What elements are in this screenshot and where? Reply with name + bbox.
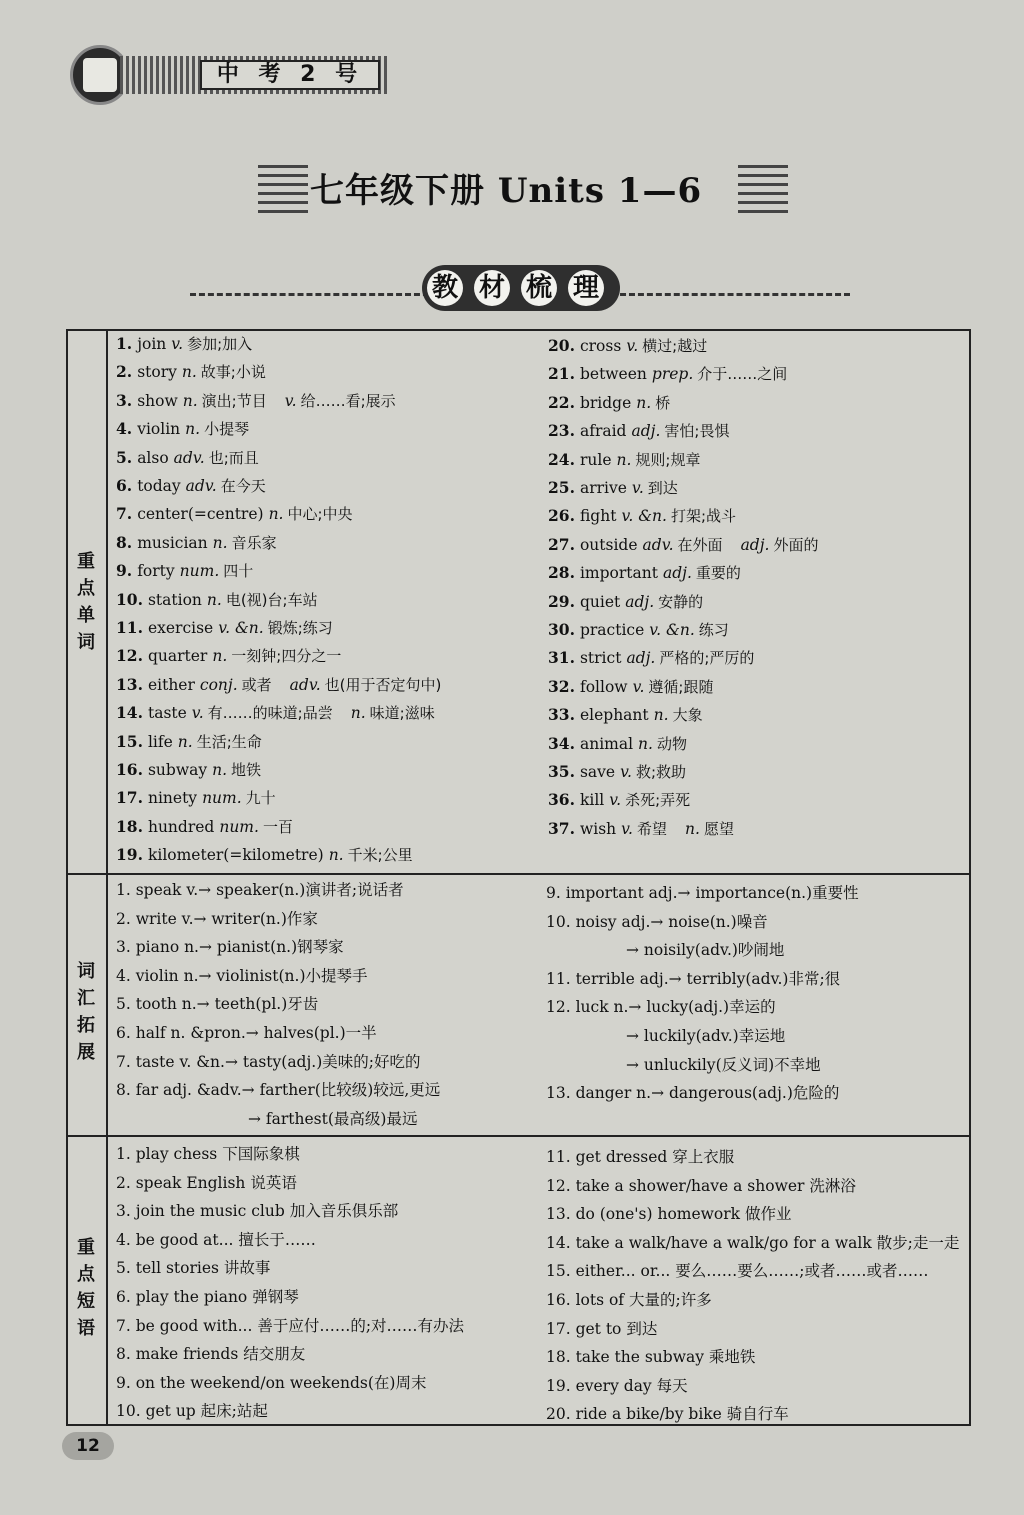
list-item — [116, 1140, 300, 1168]
list-item — [116, 905, 318, 933]
item-meaning: 练习 — [698, 621, 729, 639]
item-number: 6. — [116, 476, 133, 495]
item-meaning: 救;救助 — [635, 763, 687, 781]
item-word: animal — [579, 734, 634, 753]
list-item — [116, 415, 249, 443]
item-pos: n. — [268, 505, 284, 524]
item-meaning: 介于……之间 — [697, 365, 788, 384]
item-text: 20. ride a bike/by bike 骑自行车 — [546, 1405, 789, 1424]
item-pos: v. — [609, 791, 622, 810]
item-pos: v. &n. — [649, 621, 695, 639]
item-number: 12. — [116, 646, 143, 666]
item-meaning: 有……的味道;品尝 — [207, 704, 333, 723]
list-item — [116, 756, 261, 784]
item-text: 5. tell stories 讲故事 — [116, 1259, 271, 1278]
item-text: 7. be good with... 善于应付……的;对……有办法 — [116, 1316, 465, 1335]
item-meaning: 中心;中央 — [287, 505, 353, 524]
item-meaning: 到达 — [647, 479, 678, 497]
item-meaning: 小提琴 — [204, 420, 250, 439]
list-item — [116, 728, 262, 756]
item-pos: v. — [284, 391, 297, 410]
item-text: 2. write v.→ writer(n.)作家 — [116, 909, 318, 928]
list-item — [548, 588, 703, 616]
item-text: → noisily(adv.)吵闹地 — [626, 941, 785, 960]
item-word: cross — [579, 337, 622, 355]
item-text: 3. join the music club 加入音乐俱乐部 — [116, 1202, 399, 1221]
item-pos: v. — [621, 819, 633, 838]
list-item — [546, 965, 840, 993]
item-pos: n. — [616, 450, 632, 469]
item-word: today — [137, 477, 181, 495]
item-number: 14. — [116, 703, 143, 723]
list-item — [548, 389, 670, 417]
item-pos: n. — [212, 761, 228, 779]
item-pos: v. — [620, 763, 632, 781]
item-number: 5. — [116, 447, 133, 467]
item-word: strict — [579, 649, 622, 668]
item-meaning: 遵循;跟随 — [648, 677, 714, 696]
item-number: 26. — [548, 506, 575, 526]
item-meaning: 九十 — [245, 789, 276, 808]
item-text: 4. be good at... 擅长于…… — [116, 1230, 316, 1249]
item-meaning: 桥 — [655, 393, 671, 412]
item-word: station — [147, 590, 202, 609]
item-pos: num. — [202, 789, 242, 808]
item-number: 2. — [116, 362, 133, 382]
list-item — [548, 559, 741, 587]
item-pos: v. &n. — [218, 619, 264, 637]
item-meaning: 参加;加入 — [187, 335, 253, 353]
subtitle-char: 材 — [474, 270, 510, 306]
item-number: 28. — [548, 563, 575, 583]
item-number: 27. — [548, 534, 575, 554]
item-text: 12. luck n.→ lucky(adj.)幸运的 — [546, 998, 776, 1017]
list-item — [548, 502, 736, 530]
item-meaning: 严格的;严厉的 — [659, 649, 755, 668]
list-item — [546, 1079, 839, 1107]
item-pos: v. &n. — [621, 507, 667, 526]
item-pos: adv. — [642, 535, 674, 554]
item-text: 9. on the weekend/on weekends(在)周末 — [116, 1373, 427, 1392]
item-text: 2. speak English 说英语 — [116, 1173, 297, 1192]
item-text: 19. every day 每天 — [546, 1376, 688, 1395]
list-item — [548, 758, 686, 786]
item-pos: adv. — [173, 448, 205, 467]
item-number: 7. — [116, 504, 133, 524]
item-pos: v. — [631, 479, 644, 497]
item-meaning: 杀死;弄死 — [625, 791, 691, 810]
list-item — [548, 446, 700, 474]
list-item — [548, 786, 690, 814]
list-item — [116, 472, 266, 500]
item-number: 10. — [116, 589, 143, 609]
item-pos: adv. — [185, 477, 217, 495]
list-item — [116, 444, 259, 472]
list-item — [626, 1051, 821, 1079]
item-pos: n. — [638, 734, 653, 753]
item-meaning: 规则;规章 — [635, 450, 701, 469]
item-word: show — [137, 391, 178, 410]
item-word: afraid — [579, 422, 627, 441]
item-meaning: 生活;生命 — [196, 732, 262, 751]
item-meaning: 在今天 — [220, 477, 266, 495]
item-number: 23. — [548, 421, 575, 441]
list-item — [116, 1048, 420, 1076]
item-pos: n. — [653, 706, 669, 725]
item-word: center(=centre) — [137, 505, 264, 524]
list-item — [116, 557, 253, 585]
list-item — [116, 813, 293, 841]
item-text: 15. either... or... 要么……要么……;或者……或者…… — [546, 1262, 929, 1281]
item-number: 17. — [116, 788, 143, 808]
item-word: exercise — [147, 619, 214, 637]
item-meaning: 也(用于否定句中) — [324, 675, 442, 694]
item-text: 6. half n. &pron.→ halves(pl.)一半 — [116, 1024, 377, 1042]
item-number: 4. — [116, 419, 133, 439]
item-number: 34. — [548, 733, 575, 753]
item-number: 25. — [548, 478, 575, 497]
list-item — [116, 387, 396, 415]
list-item — [116, 1076, 440, 1104]
item-number: 36. — [548, 790, 575, 810]
item-meaning: 锻炼;练习 — [267, 619, 333, 637]
item-word: outside — [579, 535, 638, 554]
subtitle-char: 理 — [568, 270, 604, 306]
item-meaning: 打架;战斗 — [670, 507, 736, 526]
list-item — [546, 1200, 792, 1228]
list-item — [548, 474, 678, 502]
item-pos: num. — [179, 562, 220, 581]
series-label: 中 考 2 号 — [200, 60, 380, 90]
item-number: 11. — [116, 618, 143, 637]
item-meaning: 愿望 — [703, 819, 734, 838]
item-pos: v. — [171, 335, 184, 353]
list-item — [116, 784, 276, 812]
list-item — [116, 358, 266, 386]
list-item — [116, 1226, 316, 1254]
item-number: 29. — [548, 591, 575, 611]
item-text: → luckily(adv.)幸运地 — [626, 1027, 786, 1045]
list-item — [626, 1022, 785, 1050]
item-text: 12. take a shower/have a shower 洗淋浴 — [546, 1176, 856, 1195]
item-text: 10. noisy adj.→ noise(n.)噪音 — [546, 912, 768, 931]
item-word: arrive — [579, 479, 627, 497]
item-word: also — [137, 448, 169, 467]
item-meaning: 重要的 — [695, 564, 741, 583]
item-number: 30. — [548, 620, 575, 639]
item-word: wish — [579, 819, 617, 838]
item-number: 1. — [116, 334, 133, 353]
list-item — [626, 936, 784, 964]
item-number: 19. — [116, 845, 143, 865]
item-meaning: 电(视)台;车站 — [225, 590, 318, 609]
list-item — [548, 417, 729, 445]
list-item — [548, 360, 787, 388]
item-text: 3. piano n.→ pianist(n.)钢琴家 — [116, 938, 344, 957]
item-word: practice — [579, 621, 645, 639]
item-meaning: 或者 — [241, 675, 272, 694]
item-word: either — [147, 675, 195, 694]
item-meaning: 外面的 — [773, 535, 819, 554]
item-word: forty — [137, 562, 175, 581]
item-number: 16. — [116, 760, 143, 779]
item-number: 24. — [548, 449, 575, 469]
section-label-key-phrases: 重 点 短 语 — [77, 1237, 95, 1339]
item-word: taste — [147, 704, 187, 723]
item-number: 3. — [116, 390, 133, 410]
list-item — [116, 1340, 305, 1368]
section-divider — [66, 873, 971, 875]
list-item — [116, 642, 341, 670]
item-word: between — [579, 365, 647, 384]
page-title: 七年级下册 Units 1—6 — [310, 171, 703, 211]
item-word: violin — [137, 420, 181, 439]
item-word: ninety — [147, 789, 198, 808]
item-pos: v. — [191, 704, 204, 723]
item-text: 14. take a walk/have a walk/go for a walk 散步;走一走 — [546, 1233, 960, 1252]
list-item — [116, 933, 344, 961]
item-text: 17. get to 到达 — [546, 1319, 658, 1338]
item-meaning: 音乐家 — [231, 533, 277, 552]
item-number: 37. — [548, 818, 575, 838]
item-pos: n. — [181, 363, 197, 382]
item-meaning: 四十 — [223, 562, 254, 581]
item-meaning: 故事;小说 — [200, 363, 266, 382]
item-text: 4. violin n.→ violinist(n.)小提琴手 — [116, 966, 368, 985]
item-text: 9. important adj.→ importance(n.)重要性 — [546, 884, 859, 902]
item-meaning: 一刻钟;四分之一 — [231, 647, 342, 666]
list-item — [116, 1283, 299, 1311]
item-meaning: 千米;公里 — [347, 846, 413, 865]
item-meaning: 害怕;畏惧 — [664, 422, 730, 441]
item-meaning: 地铁 — [231, 761, 262, 779]
list-item — [546, 1315, 657, 1343]
list-item — [116, 1169, 297, 1197]
list-item — [116, 1254, 270, 1282]
list-item — [546, 1172, 856, 1200]
item-number: 8. — [116, 532, 133, 552]
item-pos: v. — [632, 677, 645, 696]
item-word: life — [147, 732, 173, 751]
list-item — [116, 614, 333, 642]
item-meaning: 一百 — [262, 817, 293, 836]
item-text: 11. terrible adj.→ terribly(adv.)非常;很 — [546, 969, 841, 988]
list-item — [116, 586, 318, 614]
list-item — [116, 1019, 377, 1047]
item-meaning: 动物 — [656, 734, 687, 753]
page-number: 12 — [62, 1432, 114, 1460]
title-decoration-left — [258, 165, 308, 215]
item-meaning: 也;而且 — [208, 448, 259, 467]
subtitle-char: 梳 — [521, 270, 557, 306]
list-item — [116, 1369, 426, 1397]
item-pos: v. — [626, 337, 639, 355]
item-word: story — [137, 363, 177, 382]
list-item — [116, 990, 318, 1018]
item-text: 13. do (one's) homework 做作业 — [546, 1205, 792, 1224]
item-meaning: 在外面 — [677, 535, 723, 554]
item-pos: num. — [219, 817, 259, 836]
item-text: 6. play the piano 弹钢琴 — [116, 1288, 299, 1306]
list-item — [546, 1372, 688, 1400]
list-item — [116, 1312, 464, 1340]
list-item — [116, 876, 404, 904]
item-word: subway — [147, 761, 208, 779]
item-word: bridge — [579, 393, 632, 412]
item-text: 5. tooth n.→ teeth(pl.)牙齿 — [116, 995, 319, 1014]
item-number: 31. — [548, 648, 575, 668]
item-meaning: 给……看;展示 — [300, 391, 396, 410]
list-item — [546, 908, 768, 936]
item-meaning: 味道;滋味 — [369, 704, 435, 723]
item-meaning: 横过;越过 — [642, 337, 708, 355]
list-item — [548, 701, 703, 729]
item-pos: adv. — [289, 675, 321, 694]
item-word: musician — [137, 533, 208, 552]
item-pos: adj. — [631, 422, 661, 441]
list-item — [116, 1197, 398, 1225]
item-pos: n. — [685, 819, 700, 838]
item-text: 8. far adj. &adv.→ farther(比较级)较远,更远 — [116, 1081, 441, 1100]
item-pos: n. — [212, 533, 228, 552]
list-item — [546, 1286, 712, 1314]
section-label-word-expansion: 词 汇 拓 展 — [77, 961, 95, 1063]
list-item — [116, 671, 441, 699]
list-item — [116, 962, 368, 990]
item-text: 7. taste v. &n.→ tasty(adj.)美味的;好吃的 — [116, 1052, 421, 1071]
item-word: rule — [579, 450, 612, 469]
item-pos: adj. — [740, 535, 770, 554]
list-item — [548, 616, 729, 644]
item-number: 33. — [548, 705, 575, 725]
list-item — [548, 531, 818, 559]
item-pos: n. — [328, 846, 344, 865]
item-number: 15. — [116, 731, 143, 751]
item-pos: prep. — [651, 365, 694, 384]
item-text: 8. make friends 结交朋友 — [116, 1345, 306, 1364]
list-item — [248, 1105, 417, 1133]
item-word: fight — [579, 507, 617, 526]
item-text: 10. get up 起床;站起 — [116, 1402, 268, 1421]
list-item — [116, 699, 435, 727]
item-word: elephant — [579, 706, 649, 725]
list-item — [546, 993, 776, 1021]
list-item — [116, 1397, 268, 1425]
item-number: 35. — [548, 762, 575, 781]
item-text: 1. play chess 下国际象棋 — [116, 1145, 300, 1163]
item-word: quiet — [579, 592, 621, 611]
item-meaning: 安静的 — [658, 592, 704, 611]
item-pos: adj. — [625, 592, 655, 611]
item-text: 13. danger n.→ dangerous(adj.)危险的 — [546, 1084, 840, 1103]
item-pos: conj. — [199, 675, 238, 694]
list-item — [548, 644, 754, 672]
list-item — [116, 841, 413, 869]
list-item — [546, 1343, 755, 1371]
item-meaning: 演出;节目 — [201, 391, 267, 410]
label-column-divider — [106, 330, 108, 1425]
item-number: 32. — [548, 676, 575, 696]
item-text: 18. take the subway 乘地铁 — [546, 1348, 756, 1367]
title-decoration-right — [738, 165, 788, 215]
list-item — [546, 1257, 928, 1285]
subtitle-char: 教 — [427, 270, 463, 306]
item-number: 20. — [548, 336, 575, 355]
item-pos: adj. — [662, 564, 692, 583]
list-item — [546, 1400, 789, 1428]
list-item — [548, 332, 707, 360]
item-text: 16. lots of 大量的;许多 — [546, 1291, 712, 1309]
item-word: join — [137, 335, 167, 353]
item-word: save — [579, 763, 616, 781]
list-item — [546, 879, 859, 907]
item-word: follow — [579, 677, 628, 696]
item-word: important — [579, 564, 658, 583]
list-item — [548, 815, 734, 843]
item-meaning: 大象 — [672, 706, 703, 725]
list-item — [546, 1229, 959, 1257]
list-item — [116, 330, 252, 358]
item-word: quarter — [147, 647, 208, 666]
list-item — [116, 500, 353, 528]
item-text: 1. speak v.→ speaker(n.)演讲者;说话者 — [116, 881, 404, 899]
item-number: 9. — [116, 561, 133, 581]
item-meaning: 希望 — [637, 819, 668, 838]
item-number: 13. — [116, 674, 143, 694]
item-text: → unluckily(反义词)不幸地 — [626, 1055, 821, 1074]
item-word: kilometer(=kilometre) — [147, 846, 324, 865]
item-pos: adj. — [626, 649, 656, 668]
item-pos: n. — [206, 590, 222, 609]
item-pos: n. — [177, 732, 193, 751]
list-item — [548, 730, 687, 758]
list-item — [546, 1143, 734, 1171]
item-text: → farthest(最高级)最远 — [248, 1109, 418, 1128]
list-item — [116, 529, 277, 557]
item-number: 18. — [116, 816, 143, 836]
item-pos: n. — [350, 704, 366, 723]
item-number: 21. — [548, 364, 575, 384]
item-word: hundred — [147, 817, 215, 836]
item-pos: n. — [636, 393, 652, 412]
item-text: 11. get dressed 穿上衣服 — [546, 1148, 735, 1166]
section-divider — [66, 1135, 971, 1137]
item-word: kill — [579, 791, 605, 810]
section-label-key-words: 重 点 单 词 — [77, 551, 95, 653]
item-pos: n. — [182, 391, 198, 410]
item-number: 22. — [548, 392, 575, 412]
item-pos: n. — [185, 420, 201, 439]
item-pos: n. — [212, 647, 228, 666]
list-item — [548, 673, 713, 701]
